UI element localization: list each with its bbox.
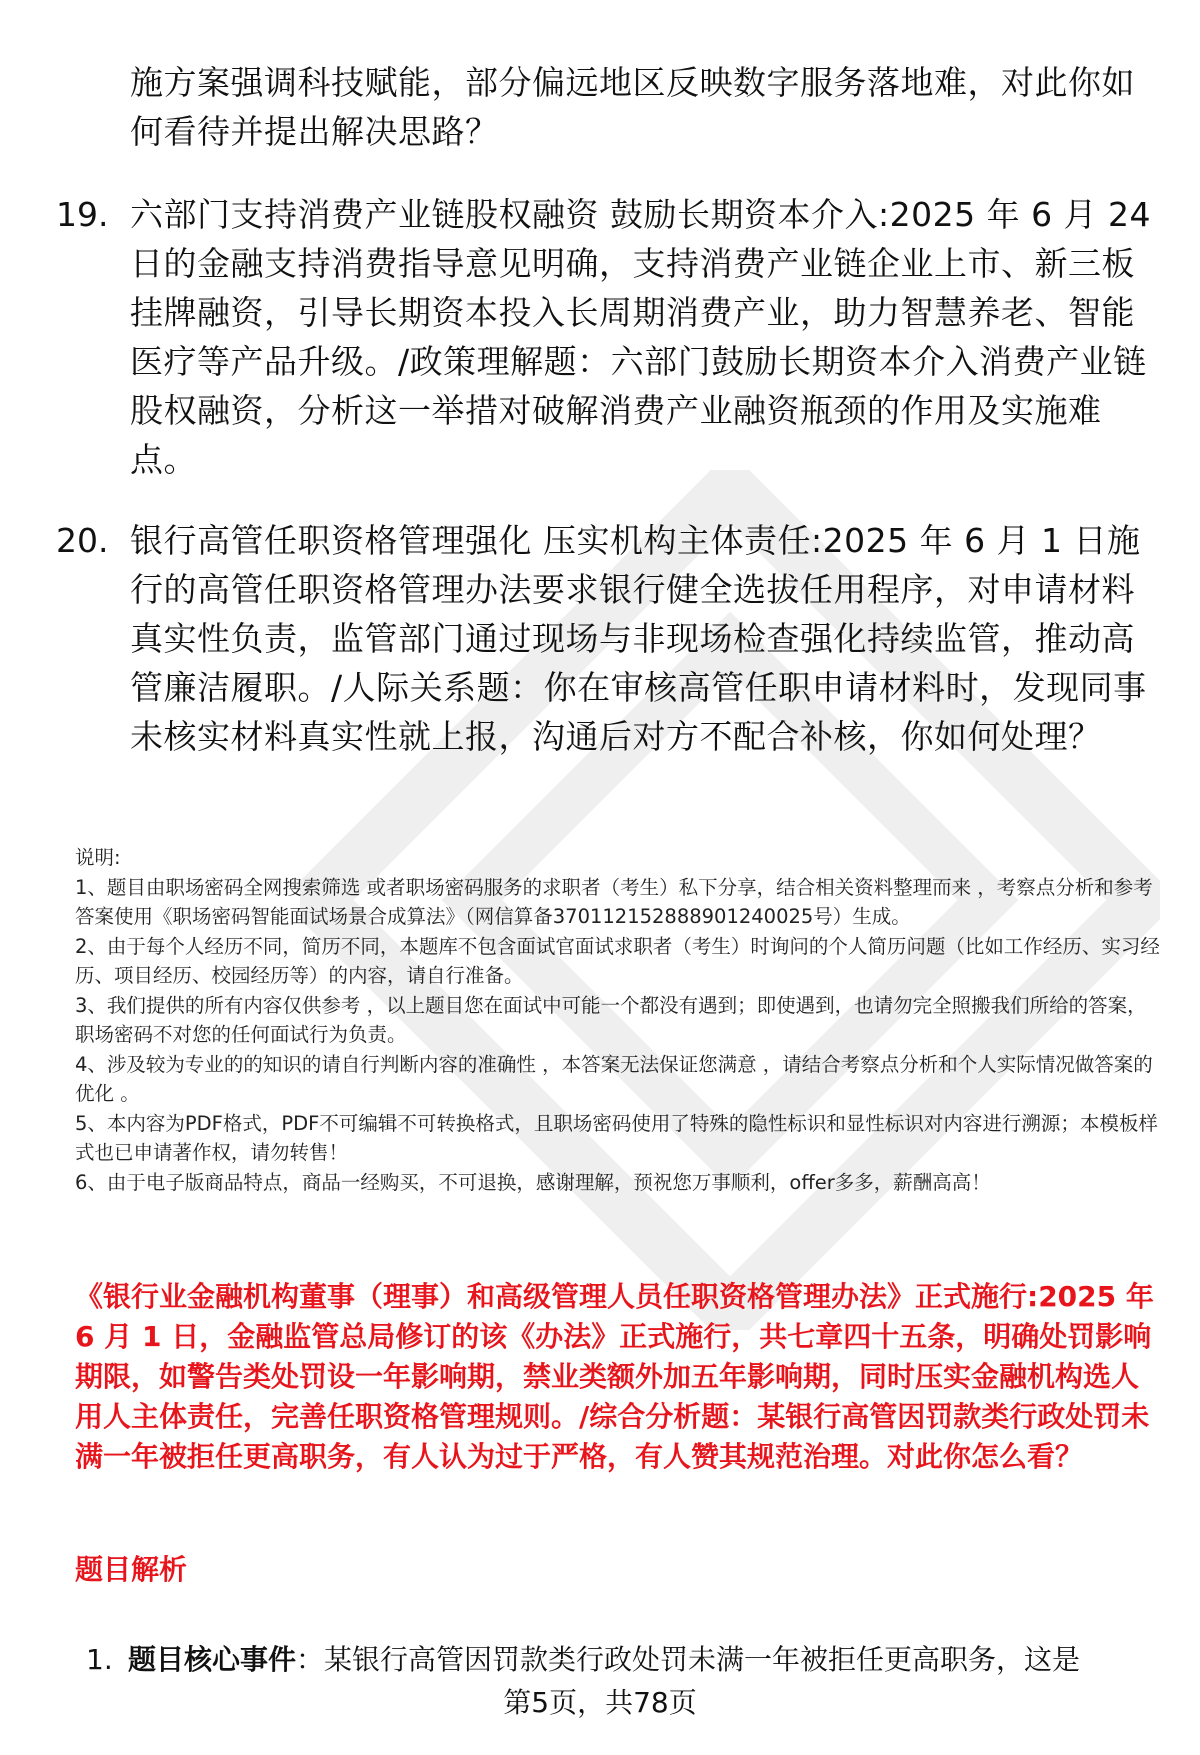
- analysis-heading: 题目解析: [75, 1553, 188, 1586]
- note-item: 5、本内容为PDF格式，PDF不可编辑不可转换格式，且职场密码使用了特殊的隐性标识和显性标识对内容进行溯源；本模板样式也已申请著作权，请勿转售！: [75, 1111, 1158, 1164]
- question-number: 19.: [56, 195, 109, 234]
- question-item: [56, 516, 1166, 761]
- analysis-label: 题目核心事件: [128, 1643, 297, 1676]
- analysis-text: ：某银行高管因罚款类行政处罚未满一年被拒任更高职务，这是: [296, 1643, 1081, 1676]
- note-item: 1、题目由职场密码全网搜索筛选 或者职场密码服务的求职者（考生）私下分享，结合相关资料整理而来 ，考察点分析和参考答案使用《职场密码智能面试场景合成算法》（网信算备370112152888901240025号）生成。: [75, 875, 1153, 928]
- note-item: 2、由于每个人经历不同，简历不同，本题库不包含面试官面试求职者（考生）时询问的个人简历问题（比如工作经历、实习经历、项目经历、校园经历等）的内容，请自行准备。: [75, 934, 1160, 987]
- note-item: 3、我们提供的所有内容仅供参考 ，以上题目您在面试中可能一个都没有遇到；即使遇到，也请勿完全照搬我们所给的答案，职场密码不对您的任何面试行为负责。: [75, 993, 1147, 1046]
- question-text: 银行高管任职资格管理强化 压实机构主体责任:2025 年 6 月 1 日施行的高管任职资格管理办法要求银行健全选拔任用程序，对申请材料真实性负责，监管部门通过现场与非现场检查强化持续监管，推动高管廉洁履职。/人际关系题：你在审核高管任职申请材料时，发现同事未核实材料真实性就上报，沟通后对方不配合补核，你如何处理？: [130, 521, 1147, 756]
- note-item: 6、由于电子版商品特点，商品一经购买，不可退换，感谢理解，预祝您万事顺利，offer多多，薪酬高高！: [75, 1170, 991, 1194]
- analysis-number: 1.: [86, 1643, 113, 1676]
- note-item: 4、涉及较为专业的的知识的请自行判断内容的准确性 ，本答案无法保证您满意 ，请结合考察点分析和个人实际情况做答案的优化 。: [75, 1052, 1153, 1105]
- analysis-item: [86, 1640, 1166, 1680]
- page-footer: 第5页，共78页: [503, 1686, 697, 1719]
- previous-question-continuation: 施方案强调科技赋能，部分偏远地区反映数字服务落地难，对此你如何看待并提出解决思路？: [130, 63, 1135, 151]
- notes-title: 说明:: [75, 846, 121, 869]
- question-item: [56, 190, 1166, 484]
- question-number: 20.: [56, 521, 109, 560]
- question-text: 六部门支持消费产业链股权融资 鼓励长期资本介入:2025 年 6 月 24 日的金融支持消费指导意见明确，支持消费产业链企业上市、新三板挂牌融资，引导长期资本投入长周期消费产业，助力智慧养老、智能医疗等产品升级。/政策理解题：六部门鼓励长期资本介入消费产业链股权融资，分析这一举措对破解消费产业融资瓶颈的作用及实施难点。: [130, 195, 1152, 479]
- notes-section: [75, 843, 1160, 1197]
- featured-question: 《银行业金融机构董事（理事）和高级管理人员任职资格管理办法》正式施行:2025 年 6 月 1 日，金融监管总局修订的该《办法》正式施行，共七章四十五条，明确处罚影响期限，如警告类处罚设一年影响期，禁业类额外加五年影响期，同时压实金融机构选人用人主体责任，完善任职资格管理规则。/综合分析题：某银行高管因罚款类行政处罚未满一年被拒任更高职务，有人认为过于严格，有人赞其规范治理。对此你怎么看？: [75, 1280, 1154, 1473]
